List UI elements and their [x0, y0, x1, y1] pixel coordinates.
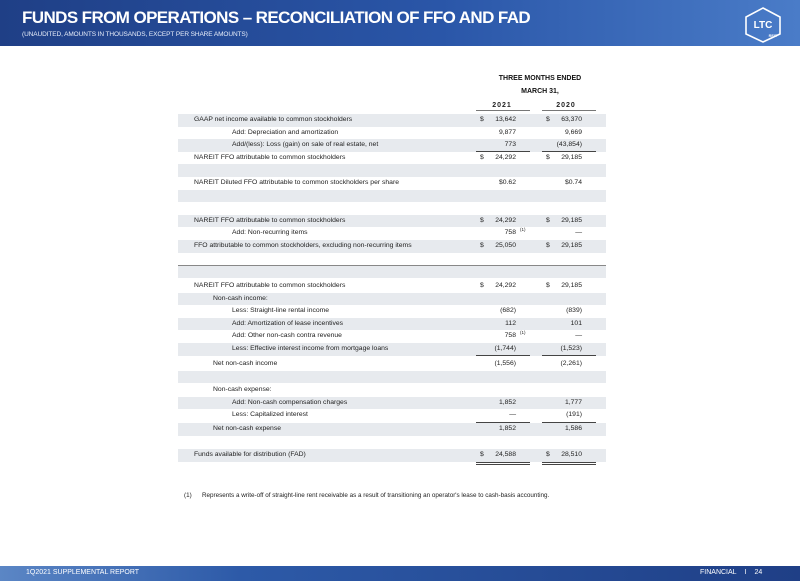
table-row: NAREIT FFO attributable to common stockholders $ 24,292 $ 29,185	[178, 215, 606, 228]
footnote	[184, 492, 549, 499]
report-name: 1Q2021 SUPPLEMENTAL REPORT	[26, 569, 140, 576]
table-row: NAREIT FFO attributable to common stockholders $ 24,292 $ 29,185	[194, 282, 582, 289]
footnote-marker: (1)	[520, 227, 526, 233]
table-row: Add: Depreciation and amortization 9,877 9,669	[232, 128, 582, 136]
table-row: Non-cash expense:	[213, 386, 272, 393]
year-rule	[476, 110, 530, 111]
page-footer	[0, 566, 800, 581]
table-row: Net non-cash income (1,556) (2,261)	[213, 360, 582, 367]
table-row: GAAP net income available to common stockholders $ 13,642 $ 63,370	[178, 114, 606, 127]
table-row: FFO attributable to common stockholders, excluding non-recurring items $ 25,050 $ 29,185	[178, 240, 606, 253]
page-header	[0, 0, 800, 46]
total-double-rule	[476, 464, 530, 465]
table-row: Non-cash income:	[178, 293, 606, 306]
year-2021-heading: 2021	[492, 102, 512, 109]
spacer-row	[178, 265, 606, 278]
table-row: Net non-cash expense 1,852 1,586	[178, 423, 606, 436]
table-row: Add: Amortization of lease incentives 112 101	[178, 318, 606, 331]
spacer-row	[178, 371, 606, 384]
subtotal-rule	[542, 355, 596, 356]
year-2020-heading: 2020	[556, 102, 576, 109]
table-row: Less: Effective interest income from mortgage loans (1,744) (1,523)	[178, 343, 606, 356]
table-row: Less: Straight-line rental income (682) (839)	[232, 307, 582, 315]
spacer-row	[178, 190, 606, 203]
subtotal-rule	[476, 355, 530, 356]
table-row: Add: Non-cash compensation charges 1,852 1,777	[178, 397, 606, 410]
table-row: Add: Non-recurring items 758 (1) —	[232, 227, 582, 237]
table-row: NAREIT Diluted FFO attributable to common stockholders per share $0.62 $0.74	[194, 179, 582, 186]
period-heading: THREE MONTHS ENDED	[498, 75, 582, 82]
footer-divider: I	[744, 569, 747, 576]
footnote-mark: (1)	[184, 492, 192, 499]
page-subtitle: (UNAUDITED, AMOUNTS IN THOUSANDS, EXCEPT PER SHARE AMOUNTS)	[22, 31, 248, 38]
footer-section	[700, 569, 762, 576]
table-row: Funds available for distribution (FAD) $ 24,588 $ 28,510	[178, 449, 606, 462]
page-title: FUNDS FROM OPERATIONS – RECONCILIATION OF FFO AND FAD	[22, 8, 531, 27]
footnote-marker: (1)	[520, 330, 526, 336]
table-row: Less: Capitalized interest — (191)	[232, 411, 582, 419]
page-number: 24	[754, 569, 763, 576]
spacer-row	[178, 253, 606, 266]
total-double-rule	[542, 464, 596, 465]
footnote-text: Represents a write-off of straight-line rent receivable as a result of transitioning an operator's lease to cash-basis accounting.	[202, 492, 550, 499]
total-double-rule	[476, 462, 530, 463]
ltc-logo-icon	[744, 7, 782, 43]
year-rule	[542, 110, 596, 111]
spacer-row	[178, 202, 606, 215]
svg-text:REIT: REIT	[768, 34, 778, 38]
total-double-rule	[542, 462, 596, 463]
table-row: Add/(less): Loss (gain) on sale of real estate, net 773 (43,854)	[178, 139, 606, 152]
section-label: FINANCIAL	[700, 569, 737, 576]
table-row: NAREIT FFO attributable to common stockholders $ 24,292 $ 29,185	[194, 153, 582, 161]
period-subheading: MARCH 31,	[521, 88, 559, 95]
table-row: Add: Other non-cash contra revenue 758 (1) —	[232, 330, 582, 340]
spacer-row	[178, 436, 606, 449]
svg-text:LTC: LTC	[753, 20, 773, 31]
spacer-row	[178, 164, 606, 177]
